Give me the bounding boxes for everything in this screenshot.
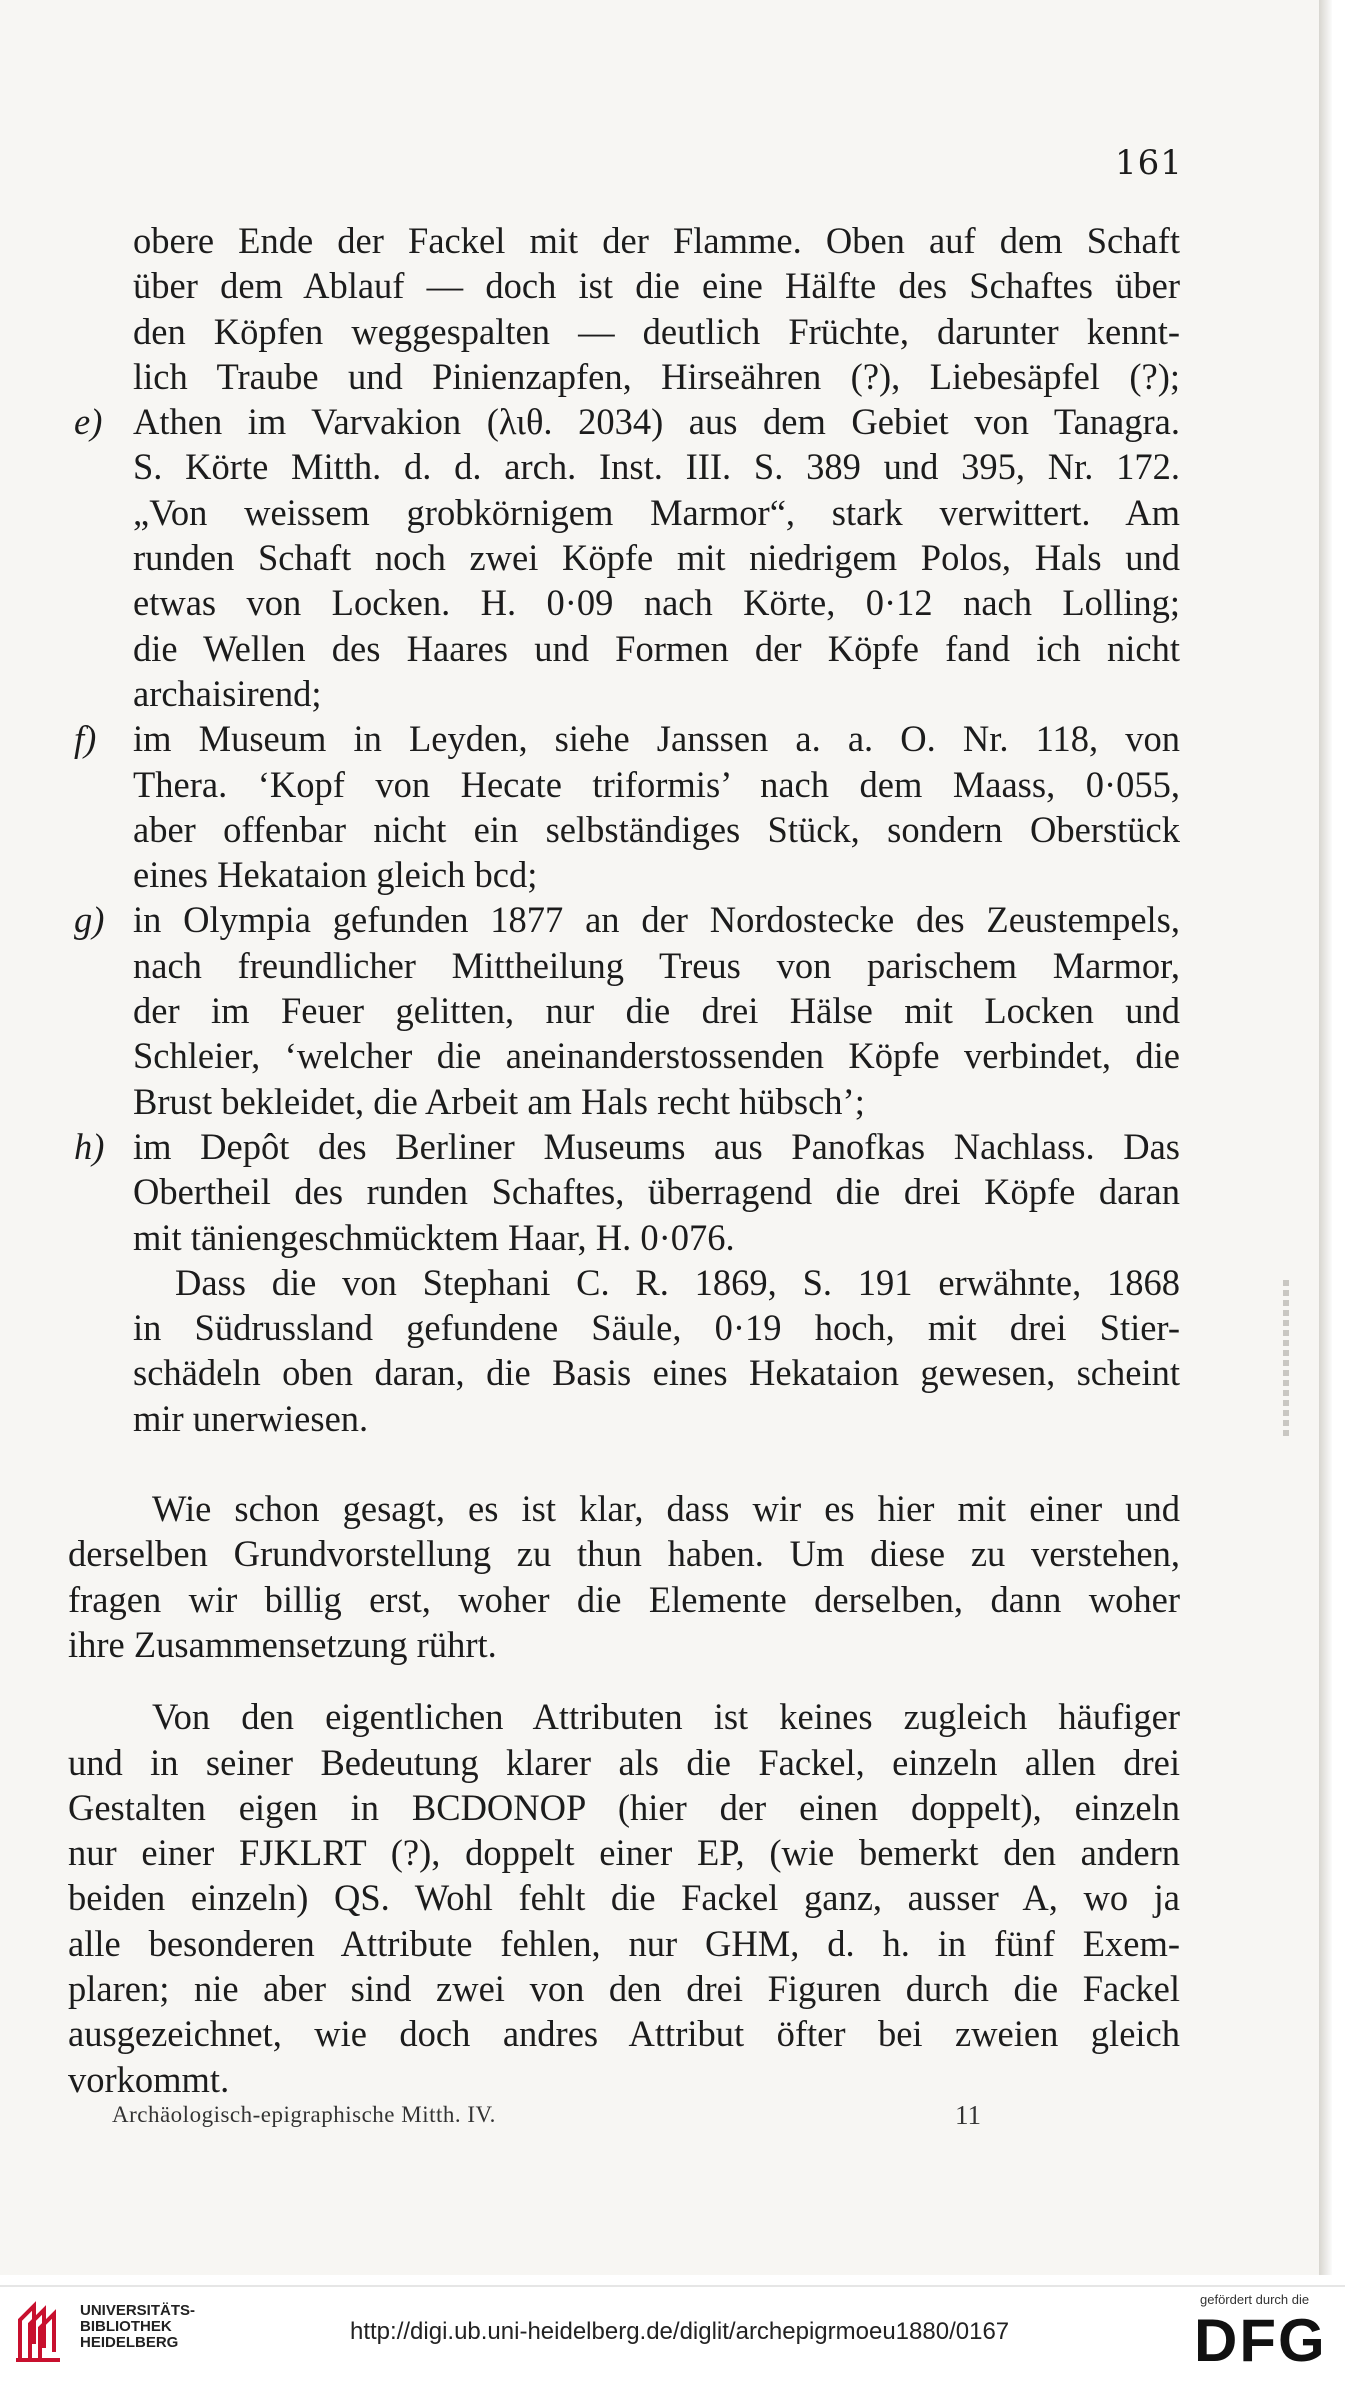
note-line: Dass die von Stephani C. R. 1869, S. 191 erwähnte, 1868: [175, 1261, 1180, 1303]
dfg-logo: DFG: [1194, 2307, 1327, 2374]
text-line: obere Ende der Fackel mit der Flamme. Oben auf dem Schaft: [133, 220, 1180, 261]
entry-e-line: S. Körte Mitth. d. d. arch. Inst. III. S. 389 und 395, Nr. 172.: [133, 446, 1180, 488]
entry-e-line: archaisirend;: [133, 672, 322, 714]
paragraph-line: alle besonderen Attribute fehlen, nur GHM, d. h. in fünf Exem-: [68, 1922, 1180, 1964]
entry-f-line: Thera. ‘Kopf von Hecate triformis’ nach dem Maass, 0·055,: [133, 763, 1180, 805]
paragraph-line: plaren; nie aber sind zwei von den drei Figuren durch die Fackel: [68, 1967, 1180, 2009]
paragraph-line: Gestalten eigen in BCDONOP (hier der einen doppelt), einzeln: [68, 1786, 1180, 1828]
page-number: 161: [1115, 143, 1183, 183]
entry-e-line: „Von weissem grobkörnigem Marmor“, stark verwittert. Am: [133, 491, 1180, 533]
paragraph-line: beiden einzeln) QS. Wohl fehlt die Fackel ganz, ausser A, wo ja: [68, 1877, 1180, 1919]
paragraph-line: Wie schon gesagt, es ist klar, dass wir es hier mit einer und: [152, 1488, 1180, 1530]
text-line: den Köpfen weggespalten — deutlich Früchte, darunter kennt-: [133, 310, 1180, 352]
entry-g-line: der im Feuer gelitten, nur die drei Hälse mit Locken und: [133, 990, 1180, 1032]
entry-e-line: runden Schaft noch zwei Köpfe mit niedrigem Polos, Hals und: [133, 537, 1180, 579]
paragraph-line: derselben Grundvorstellung zu thun haben. Um diese zu verstehen,: [68, 1533, 1180, 1575]
paragraph-line: vorkommt.: [68, 2058, 230, 2100]
permalink-url[interactable]: http://digi.ub.uni-heidelberg.de/diglit/archepigrmoeu1880/0167: [350, 2318, 1010, 2345]
entry-g-line: nach freundlicher Mittheilung Treus von parischem Marmor,: [133, 944, 1180, 986]
text-line: über dem Ablauf — doch ist die eine Hälfte des Schaftes über: [133, 265, 1180, 307]
footer-signature: 11: [955, 2100, 981, 2130]
entry-g-line: Schleier, ‘welcher die aneinanderstossenden Köpfe verbindet, die: [133, 1035, 1180, 1077]
note-line: mir unerwiesen.: [133, 1397, 369, 1439]
text-line: lich Traube und Pinienzapfen, Hirseähren (?), Liebesäpfel (?);: [133, 355, 1180, 397]
paragraph-line: und in seiner Bedeutung klarer als die Fackel, einzeln allen drei: [68, 1741, 1180, 1783]
note-line: in Südrussland gefundene Säule, 0·19 hoch, mit drei Stier-: [133, 1307, 1180, 1349]
library-name-line: BIBLIOTHEK: [80, 2318, 172, 2335]
entry-f-line: eines Hekataion gleich bcd;: [133, 854, 538, 896]
library-name-line: HEIDELBERG: [80, 2334, 179, 2351]
library-name-line: UNIVERSITÄTS-: [80, 2302, 196, 2319]
entry-f-line: f) im Museum in Leyden, siehe Janssen a. a. O. Nr. 118, von: [60, 716, 1180, 761]
entry-label-f: f): [74, 718, 97, 760]
funded-by-label: gefördert durch die: [1200, 2292, 1310, 2307]
university-library-logo-icon: [14, 2298, 70, 2364]
entry-e-line: e) Athen im Varvakion (λιθ. 2034) aus dem Gebiet von Tanagra.: [60, 399, 1180, 444]
entry-e-line: die Wellen des Haares und Formen der Köpfe fand ich nicht: [133, 627, 1180, 669]
paragraph-line: ausgezeichnet, wie doch andres Attribut öfter bei zweien gleich: [68, 2013, 1180, 2055]
entry-label-h: h): [74, 1125, 105, 1167]
paragraph-line: nur einer FJKLRT (?), doppelt einer EP, (wie bemerkt den andern: [68, 1832, 1180, 1874]
entry-e-line: etwas von Locken. H. 0·09 nach Körte, 0·12 nach Lolling;: [133, 582, 1180, 624]
entry-g-line: g) in Olympia gefunden 1877 an der Nordostecke des Zeustempels,: [60, 897, 1180, 942]
page-edge-shadow: [1319, 0, 1332, 2275]
paragraph-line: ihre Zusammensetzung rührt.: [68, 1623, 497, 1665]
entry-f-line: aber offenbar nicht ein selbständiges Stück, sondern Oberstück: [133, 808, 1180, 850]
entry-h-line: mit täniengeschmücktem Haar, H. 0·076.: [133, 1216, 735, 1258]
margin-mark: [1283, 1280, 1289, 1440]
entry-h-line: Obertheil des runden Schaftes, überragend die drei Köpfe daran: [133, 1171, 1180, 1213]
library-name: [80, 2303, 195, 2351]
entry-label-g: g): [74, 899, 105, 941]
paragraph-line: Von den eigentlichen Attributen ist keines zugleich häufiger: [152, 1696, 1180, 1738]
note-line: schädeln oben daran, die Basis eines Hekataion gewesen, scheint: [133, 1352, 1180, 1394]
entry-label-e: e): [74, 401, 103, 443]
entry-g-line: Brust bekleidet, die Arbeit am Hals recht hübsch’;: [133, 1080, 865, 1122]
footer-journal-title: Archäologisch-epigraphische Mitth. IV.: [112, 2102, 496, 2127]
body-text: [60, 218, 1180, 2102]
entry-h-line: h) im Depôt des Berliner Museums aus Panofkas Nachlass. Das: [60, 1124, 1180, 1169]
paragraph-line: fragen wir billig erst, woher die Elemente derselben, dann woher: [68, 1578, 1180, 1620]
